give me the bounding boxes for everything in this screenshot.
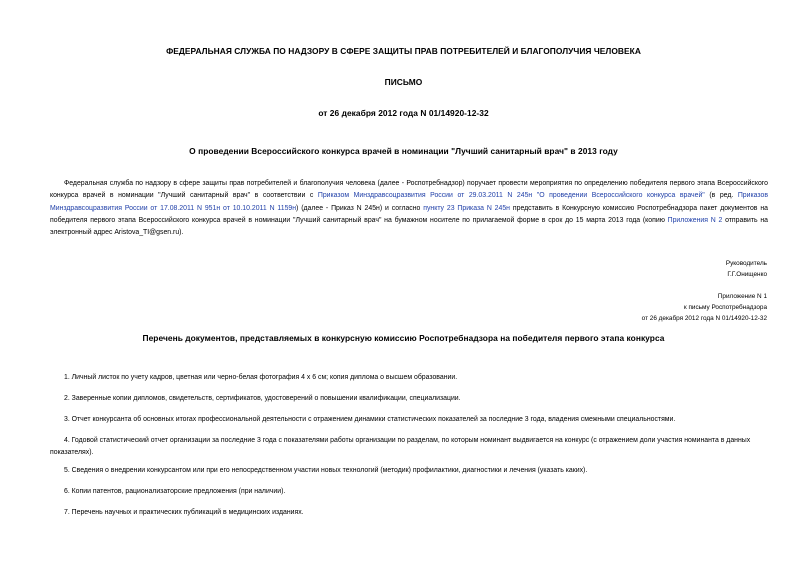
signature-role: Руководитель — [725, 260, 767, 267]
appendix-number: Приложение N 1 — [717, 293, 767, 300]
appendix-date: от 26 декабря 2012 года N 01/14920-12-32 — [641, 314, 767, 322]
appendix-letter: к письму Роспотребнадзора — [683, 303, 767, 311]
intro-text-5: отправить на электронный адрес Aristova_TI@gsen.ru). — [50, 216, 768, 237]
intro-text-2: (в ред. — [704, 192, 738, 200]
intro-text-1: Федеральная служба по надзору в сфере защиты прав потребителей и благополучия человека (далее - Роспотребнадзор) поручает провести мероприятия по определению победителя первого этапа Всероссийского конкурса врачей в номинации "Лучший санитарный врач" в соответствии с — [50, 180, 768, 200]
document-subject: О проведении Всероссийского конкурса врачей в номинации "Лучший санитарный врач" в 2013 году — [189, 146, 618, 156]
link-orders-amendments[interactable]: Приказов Минздравсоцразвития России от 17.08.2011 N 951н от 10.10.2011 N 1159н — [50, 192, 768, 212]
list-item: 1. Личный листок по учету кадров, цветная или черно-белая фотография 4 х 6 см; копия диплома о высшем образовании. — [64, 374, 458, 381]
intro-paragraph — [50, 178, 768, 239]
list-item: 2. Заверенные копии дипломов, свидетельств, сертификатов, удостоверений о повышении квалификации, специализации. — [64, 395, 461, 402]
signature-block — [726, 259, 767, 281]
signature-name: Г.Г.Онищенко — [727, 270, 767, 278]
document-date: от 26 декабря 2012 года N 01/14920-12-32 — [318, 108, 489, 118]
list-item: 7. Перечень научных и практических публикаций в медицинских изданиях. — [64, 509, 304, 516]
list-item: 3. Отчет конкурсанта об основных итогах профессиональной деятельности с отражением динамики статистических показателей за последние 3 года, владения смежными специальностями. — [64, 416, 676, 423]
intro-text-4: представить в Конкурсную комиссию Роспотребнадзора пакет документов на победителя первого этапа Всероссийского конкурса врачей в номинации "Лучший санитарный врач" на бумажном носителе по прилагаемой форме в срок до 15 марта 2013 года (копию — [50, 204, 768, 224]
link-order-245n[interactable]: Приказом Минздравсоцразвития России от 29.03.2011 N 245н "О проведении Всероссийского конкурса врачей" — [317, 192, 705, 200]
list-item: 6. Копии патентов, рационализаторские предложения (при наличии). — [64, 488, 286, 495]
link-appendix-2[interactable]: Приложения N 2 — [667, 216, 723, 224]
document-type: ПИСЬМО — [384, 77, 423, 87]
list-item: 5. Сведения о внедрении конкурсантом или при его непосредственном участии новых технологий (методик) профилактики, диагностики и лечения (указать каких). — [64, 467, 588, 474]
appendix-title: Перечень документов, представляемых в конкурсную комиссию Роспотребнадзора на победителя первого этапа конкурса — [142, 333, 665, 343]
appendix-reference — [642, 292, 767, 324]
link-item-23[interactable]: пункту 23 Приказа N 245н — [423, 204, 510, 212]
intro-text-3: ) (далее - Приказ N 245н) и согласно — [296, 204, 424, 212]
list-item: 4. Годовой статистический отчет организации за последние 3 года с показателями работы организации по разделам, по которым номинант выдвигается на конкурс (с отражением доли участия номинанта в данных показателях). — [50, 437, 751, 457]
agency-title: ФЕДЕРАЛЬНАЯ СЛУЖБА ПО НАДЗОРУ В СФЕРЕ ЗАЩИТЫ ПРАВ ПОТРЕБИТЕЛЕЙ И БЛАГОПОЛУЧИЯ ЧЕЛОВЕКА — [166, 46, 641, 56]
